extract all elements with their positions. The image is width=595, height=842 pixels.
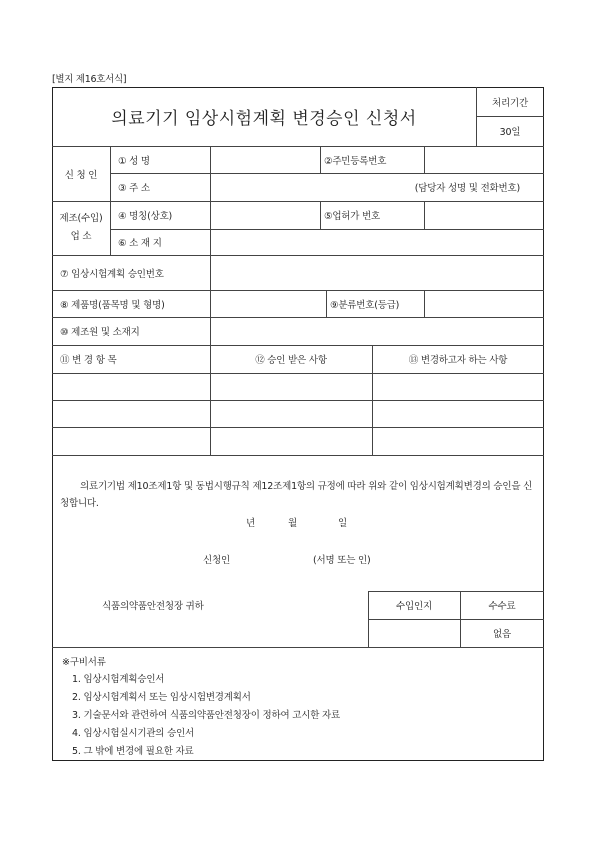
declaration-text: 의료기기법 제10조제1항 및 동법시행규칙 제12조제1항의 규정에 따라 위와 같이 임상시험계획변경의 승인을 신청합니다.	[60, 481, 533, 509]
divider	[52, 455, 544, 456]
requirements-title: ※구비서류	[62, 657, 106, 668]
date-year: 년	[246, 518, 255, 529]
manufacturing-site-label: ⑩ 제조원 및 소재지	[60, 327, 140, 338]
applicant-address-label: ③ 주 소	[118, 183, 150, 194]
manufacturer-name-field[interactable]	[210, 201, 320, 229]
requested-change-cell[interactable]	[372, 427, 544, 455]
approved-item-cell[interactable]	[210, 373, 372, 400]
classification-field[interactable]	[424, 290, 544, 317]
approved-item-cell[interactable]	[210, 427, 372, 455]
signature-note[interactable]: (서명 또는 인)	[313, 555, 371, 566]
product-name-label: ⑧ 제품명(품목명 및 형명)	[60, 299, 165, 311]
license-number-field[interactable]	[424, 201, 544, 229]
applicant-rrn-field[interactable]	[424, 146, 544, 173]
signature-label: 신청인	[203, 555, 230, 566]
fee-label: 수수료	[488, 601, 516, 612]
manufacturer-location-field[interactable]	[210, 229, 544, 255]
approval-number-label: ⑦ 임상시험계획 승인번호	[60, 268, 164, 280]
classification-label: ⑨분류번호(등급)	[330, 299, 400, 311]
requirement-item: 1. 임상시험계획승인서	[72, 674, 165, 685]
change-item-cell[interactable]	[52, 373, 210, 400]
license-number-label: ⑤업허가 번호	[324, 211, 381, 222]
contact-note: (담당자 성명 및 전화번호)	[414, 183, 520, 194]
approved-items-header: ⑫ 승인 받은 사항	[255, 355, 327, 366]
change-item-cell[interactable]	[52, 400, 210, 427]
requested-change-cell[interactable]	[372, 373, 544, 400]
addressee: 식품의약품안전청장 귀하	[102, 601, 204, 612]
manufacturing-site-field[interactable]	[210, 317, 544, 345]
requirement-item: 5. 그 밖에 변경에 필요한 자료	[72, 746, 194, 757]
processing-period-label: 처리기간	[492, 97, 528, 109]
change-item-cell[interactable]	[52, 427, 210, 455]
approved-item-cell[interactable]	[210, 400, 372, 427]
manufacturer-name-label: ④ 명칭(상호)	[118, 211, 173, 222]
divider	[326, 290, 327, 317]
requested-change-cell[interactable]	[372, 400, 544, 427]
change-items-header: ⑪ 변 경 항 목	[60, 355, 117, 366]
requirement-item: 2. 임상시험계획서 또는 임상시험변경계획서	[72, 692, 251, 703]
form-title: 의료기기 임상시험계획 변경승인 신청서	[111, 109, 417, 129]
manufacturer-group-label-line1: 제조(수입)	[59, 213, 103, 224]
form-number: [별지 제16호서식]	[52, 74, 127, 85]
applicant-group-label: 신 청 인	[64, 169, 98, 181]
date-day: 일	[338, 518, 347, 529]
applicant-rrn-label: ②주민등록번호	[324, 155, 387, 167]
requirement-item: 3. 기술문서와 관련하여 식품의약품안전청장이 정하여 고시한 자료	[72, 710, 340, 721]
divider	[320, 146, 321, 173]
divider	[320, 201, 321, 229]
requirement-item: 4. 임상시험실시기관의 승인서	[72, 728, 195, 739]
applicant-name-label: ① 성 명	[118, 155, 150, 167]
divider	[52, 647, 544, 648]
applicant-name-field[interactable]	[210, 146, 320, 173]
fee-value: 없음	[493, 629, 511, 640]
manufacturer-location-label: ⑥ 소 재 지	[118, 238, 162, 249]
manufacturer-group-label	[52, 201, 110, 255]
revenue-stamp-label: 수입인지	[396, 601, 432, 612]
processing-period-value: 30일	[499, 127, 521, 138]
date-month: 월	[288, 518, 297, 529]
applicant-address-field[interactable]	[210, 173, 544, 201]
manufacturer-group-label-line2: 업 소	[70, 231, 92, 242]
approval-number-field[interactable]	[210, 255, 544, 290]
requested-changes-header: ⑬ 변경하고자 하는 사항	[408, 355, 508, 366]
revenue-stamp-field[interactable]	[368, 619, 460, 647]
product-name-field[interactable]	[210, 290, 326, 317]
